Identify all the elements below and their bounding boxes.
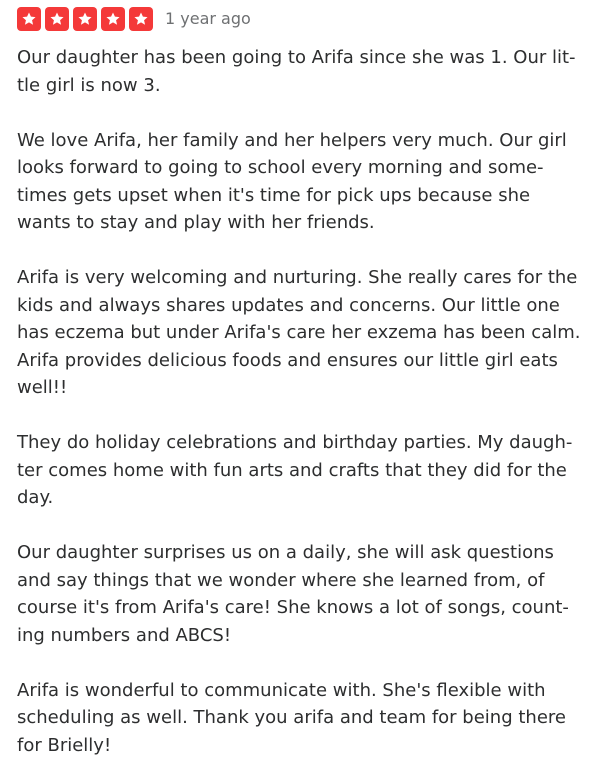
star-icon <box>101 7 125 31</box>
review-paragraph: Arifa is very welcoming and nurturing. She really cares for the kids and always shares updates and concerns. Our little one has eczema but under Arifa's care her exzema has been calm. Arifa provides delicious foods and ensures our little girl eats well!! <box>17 267 581 398</box>
review-paragraph: They do holiday celebrations and birthday parties. My daugh-ter comes home with fun arts and crafts that they did for the day. <box>17 432 573 508</box>
review-text <box>17 44 583 759</box>
review-paragraph: We love Arifa, her family and her helpers very much. Our girl looks forward to going to school every morning and some-times gets upset when it's time for pick ups because she wants to stay and play with her friends. <box>17 129 567 233</box>
star-icon <box>45 7 69 31</box>
star-rating <box>17 7 153 31</box>
review-paragraph: Arifa is wonderful to communicate with. She's flexible with scheduling as well. Thank you arifa and team for being there for Brielly! <box>17 679 566 756</box>
star-icon <box>129 7 153 31</box>
review-paragraph: Our daughter surprises us on a daily, she will ask questions and say things that we wonder where she learned from, of course it's from Arifa's care! She knows a lot of songs, count-ing numbers and ABCS! <box>17 542 569 646</box>
review-card <box>17 6 583 759</box>
review-date: 1 year ago <box>165 9 251 28</box>
star-icon <box>73 7 97 31</box>
star-icon <box>17 7 41 31</box>
review-header <box>17 6 583 32</box>
review-paragraph: Our daughter has been going to Arifa since she was 1. Our lit-tle girl is now 3. <box>17 47 576 96</box>
